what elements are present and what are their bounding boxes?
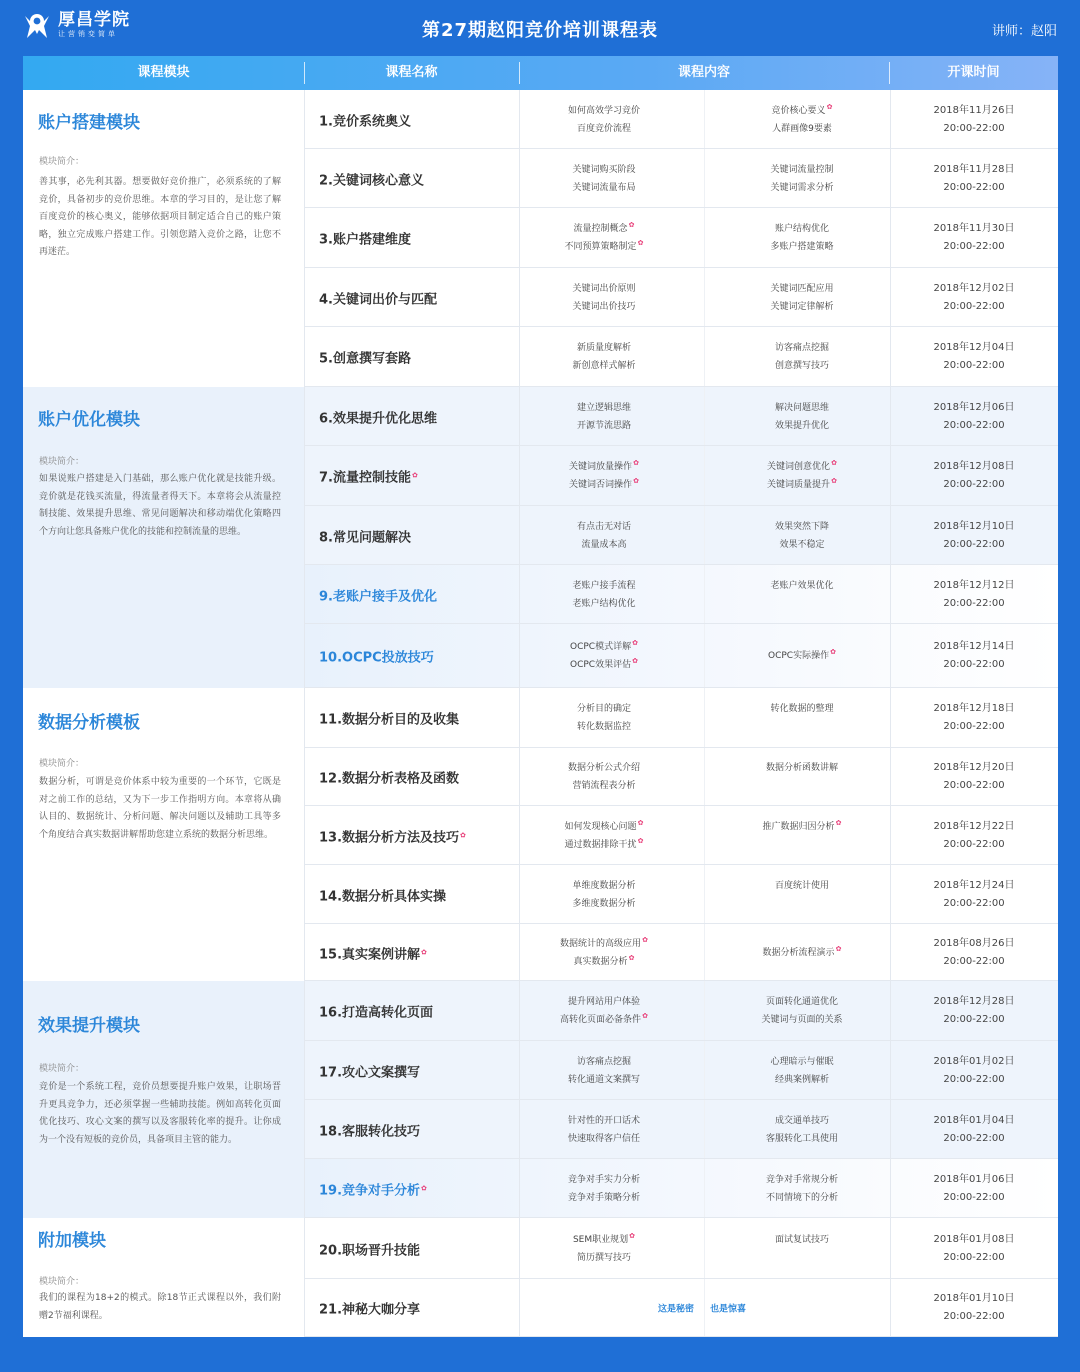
table-row [304, 1041, 1058, 1100]
module-title: 账户搭建模块 [38, 113, 140, 133]
module-intro-label: 模块简介： [39, 457, 85, 467]
header-module: 课程模块 [137, 65, 190, 80]
course-name: 14.数据分析具体实操 [319, 889, 447, 904]
course-content-right: 成交通单技巧 客服转化工具使用 [765, 1115, 838, 1144]
module-cell [23, 688, 304, 981]
header-start-time: 开课时间 [947, 65, 1000, 80]
course-content-left: 竞争对手实力分析 竞争对手策略分析 [567, 1174, 640, 1203]
star-icon: ✿ [830, 648, 836, 656]
course-content-left: 关键词放量操作✿ 关键词否词操作✿ [569, 459, 639, 490]
course-content-right: 关键词流量控制 关键词需求分析 [770, 164, 834, 193]
course-time: 2018年12月20日 20:00-22:00 [933, 762, 1015, 791]
course-time: 2018年12月18日 20:00-22:00 [933, 703, 1015, 732]
course-name: 11.数据分析目的及收集 [319, 712, 460, 728]
table-row [304, 268, 1058, 327]
course-content-right: 页面转化通道优化 关键词与页面的关系 [761, 997, 843, 1025]
course-time: 2018年01月06日 20:00-22:00 [933, 1173, 1015, 1203]
table-row [304, 1279, 1058, 1337]
table-row [304, 1159, 1058, 1218]
course-content-left: 关键词出价原则 关键词出价技巧 [572, 283, 636, 312]
course-time: 2018年11月30日 20:00-22:00 [933, 223, 1015, 252]
table-row [304, 446, 1058, 506]
table-row [304, 387, 1058, 446]
course-content-left: 分析目的确定 转化数据监控 [576, 704, 631, 732]
course-name: 17.攻心文案撰写 [319, 1065, 421, 1080]
course-name: 5.创意撰写套路 [319, 351, 411, 367]
course-time: 2018年12月28日 20:00-22:00 [933, 996, 1015, 1025]
module-description: 如果说账户搭建是入门基础，那么账户优化就是技能升级。竞价就是花钱买流量，得流量者得天下。本章将会从流量控制技能、效果提升思维、常见问题解决和移动端优化策略四个方向让您具备账户优化的技能和控制流量的思维。 [39, 474, 281, 537]
module-description: 善其事，必先利其器。想要做好竞价推广，必须系统的了解竞价，具备初步的竞价思维。本章的学习目的，是让您了解百度竞价的核心奥义，能够依据项目制定适合自己的账户策略，独立完成账户搭建工作。引领您踏入竞价之路，让您不再迷茫。 [39, 177, 281, 258]
course-content-left: 访客痛点挖掘 转化通道文案撰写 [567, 1056, 640, 1085]
course-time: 2018年12月14日 20:00-22:00 [933, 641, 1015, 670]
star-icon: ✿ [826, 102, 833, 111]
table-row [304, 981, 1058, 1041]
star-icon: ✿ [835, 944, 842, 953]
course-time: 2018年12月08日 20:00-22:00 [933, 461, 1015, 490]
course-content-right: 解决问题思维 效果提升优化 [774, 402, 829, 431]
star-icon: ✿ [637, 239, 644, 247]
course-time: 2018年11月26日 20:00-22:00 [933, 104, 1015, 134]
star-icon: ✿ [632, 657, 638, 665]
star-icon: ✿ [642, 935, 648, 944]
star-icon: ✿ [628, 221, 635, 229]
course-time: 2018年12月22日 20:00-22:00 [933, 820, 1015, 850]
course-content-right: 访客痛点挖掘 创意撰写技巧 [774, 343, 829, 371]
course-content-left: 单维度数据分析 多维度数据分析 [572, 880, 636, 909]
course-time: 2018年12月10日 20:00-22:00 [933, 520, 1015, 550]
module-title: 效果提升模块 [38, 1016, 140, 1036]
course-time: 2018年01月02日 20:00-22:00 [933, 1055, 1015, 1085]
course-content-left: OCPC模式详解✿ OCPC效果评估✿ [570, 639, 638, 670]
module-intro-label: 模块简介： [39, 157, 85, 167]
course-content-right: 账户结构优化 多账户搭建策略 [770, 224, 834, 252]
star-icon: ✿ [632, 639, 638, 647]
course-name: 19.竞争对手分析✿ [319, 1183, 427, 1198]
top-bar [0, 0, 1080, 56]
course-content-left: 新质量度解析 新创意样式解析 [572, 343, 636, 371]
table-row [304, 90, 1058, 149]
course-time: 2018年12月24日 20:00-22:00 [933, 879, 1015, 909]
course-content-right: 面试复试技巧 [774, 1234, 829, 1245]
star-icon: ✿ [642, 1012, 648, 1020]
course-name: 18.客服转化技巧 [319, 1124, 421, 1139]
logo-slogan: 让营销变简单 [58, 30, 118, 38]
course-content-left: 关键词购买阶段 关键词流量布局 [572, 164, 636, 193]
star-icon: ✿ [831, 477, 837, 485]
star-icon: ✿ [411, 471, 418, 480]
course-name: 20.职场晋升技能 [319, 1243, 421, 1258]
star-icon: ✿ [629, 1231, 636, 1240]
star-icon: ✿ [633, 477, 639, 485]
star-icon: ✿ [637, 818, 644, 827]
course-content-left: 数据统计的高级应用✿ 真实数据分析✿ [560, 935, 648, 967]
star-icon: ✿ [460, 831, 466, 839]
course-content-left: 如何发现核心问题✿ 通过数据排除干扰✿ [564, 818, 644, 850]
course-time: 2018年12月02日 20:00-22:00 [933, 282, 1015, 312]
course-name: 8.常见问题解决 [319, 530, 411, 545]
course-name: 4.关键词出价与匹配 [319, 292, 437, 307]
course-content-right: 竞价核心要义✿ 人群画像9要素 [771, 102, 833, 134]
course-time: 2018年12月06日 20:00-22:00 [933, 401, 1015, 431]
course-content-right: 推广数据归因分析✿ [762, 818, 842, 832]
course-content-left: 数据分析公式介绍 营销流程表分析 [567, 763, 640, 791]
course-name: 6.效果提升优化思维 [319, 411, 437, 426]
module-intro-label: 模块简介： [39, 759, 85, 769]
module-cell [23, 1218, 304, 1337]
table-row [304, 748, 1058, 806]
table-row [304, 565, 1058, 624]
course-content-left: 建立逻辑思维 开源节流思路 [576, 402, 631, 431]
course-name: 13.数据分析方法及技巧✿ [319, 830, 466, 845]
header-course-name: 课程名称 [385, 65, 438, 80]
schedule-table [23, 56, 1058, 1337]
course-name: 16.打造高转化页面 [319, 1005, 434, 1021]
table-row [304, 688, 1058, 748]
header-course-content: 课程内容 [677, 65, 730, 80]
star-icon: ✿ [633, 459, 639, 467]
table-row [304, 1100, 1058, 1159]
course-time: 2018年08月26日 20:00-22:00 [933, 937, 1015, 967]
course-content-right: 老账户效果优化 [770, 580, 834, 591]
table-header [23, 56, 1058, 90]
logo-name: 厚昌学院 [58, 10, 130, 30]
course-time: 2018年11月28日 20:00-22:00 [933, 163, 1015, 193]
star-icon: ✿ [628, 953, 635, 962]
course-name: 21.神秘大咖分享 [319, 1302, 421, 1318]
course-content-right: 关键词创意优化✿ 关键词质量提升✿ [767, 459, 837, 490]
course-content-right: 心理暗示与催眠 经典案例解析 [770, 1056, 834, 1085]
course-content-right: 效果突然下降 效果不稳定 [774, 521, 829, 550]
course-content-right: 竞争对手常规分析 不同情境下的分析 [765, 1174, 838, 1203]
module-description: 竞价是一个系统工程，竞价员想要提升账户效果，让职场晋升更具竞争力，还必须掌握一些辅助技能。例如高转化页面优化技巧、攻心文案的撰写以及客服转化率的提升。让你成为一个没有短板的竞价员，具备项目主管的能力。 [39, 1082, 281, 1145]
module-intro-label: 模块简介： [39, 1277, 85, 1287]
course-content-left: 老账户接手流程 老账户结构优化 [572, 580, 636, 609]
table-row [304, 624, 1058, 688]
star-icon: ✿ [835, 818, 842, 827]
star-icon: ✿ [637, 836, 644, 845]
course-name: 3.账户搭建维度 [319, 232, 411, 248]
course-name: 1.竞价系统奥义 [319, 114, 411, 129]
course-name: 12.数据分析表格及函数 [319, 771, 460, 787]
secret-content: 这是秘密 也是惊喜 [657, 1304, 747, 1315]
star-icon: ✿ [421, 1184, 427, 1192]
course-content-left: SEM职业规划✿ 简历撰写技巧 [572, 1231, 636, 1263]
star-icon: ✿ [831, 459, 837, 467]
course-content-left: 有点击无对话 流量成本高 [576, 521, 631, 550]
course-content-left: 针对性的开口话术 快速取得客户信任 [567, 1115, 640, 1144]
module-cell [23, 981, 304, 1218]
course-time: 2018年01月10日 20:00-22:00 [933, 1293, 1015, 1322]
table-row [304, 865, 1058, 924]
star-icon: ✿ [421, 948, 427, 956]
course-content-left: 如何高效学习竞价 百度竞价流程 [567, 105, 640, 134]
module-intro-label: 模块简介： [39, 1064, 85, 1074]
course-time: 2018年01月04日 20:00-22:00 [933, 1114, 1015, 1144]
course-name: 7.流量控制技能✿ [319, 470, 418, 486]
course-content-right: 数据分析流程演示✿ [762, 944, 842, 958]
module-title: 账户优化模块 [38, 410, 140, 430]
module-title: 数据分析模板 [38, 713, 140, 733]
module-title: 附加模块 [38, 1231, 106, 1251]
module-description: 我们的课程为18+2的模式。除18节正式课程以外，我们附赠2节福利课程。 [39, 1293, 281, 1321]
course-content-right: OCPC实际操作✿ [768, 648, 836, 661]
table-row [304, 149, 1058, 208]
course-time: 2018年12月04日 20:00-22:00 [933, 342, 1015, 371]
course-content-right: 关键词匹配应用 关键词定律解析 [770, 283, 834, 312]
module-cell [23, 387, 304, 688]
course-name: 2.关键词核心意义 [319, 173, 424, 188]
lecturer-label: 讲师：赵阳 [991, 24, 1057, 39]
course-name: 10.OCPC投放技巧 [319, 650, 434, 666]
course-time: 2018年01月08日 20:00-22:00 [933, 1233, 1015, 1263]
module-description: 数据分析，可谓是竞价体系中较为重要的一个环节，它既是对之前工作的总结，又为下一步工作指明方向。本章将从确认目的、数据统计、分析问题、解决问题以及辅助工具等多个角度结合真实数据讲解帮助您建立系统的数据分析思维。 [39, 777, 281, 840]
page-title: 第27期赵阳竞价培训课程表 [421, 20, 659, 41]
table-row [304, 327, 1058, 387]
course-name: 15.真实案例讲解✿ [319, 947, 427, 962]
course-content-right: 百度统计使用 [774, 880, 829, 891]
table-row [304, 806, 1058, 865]
table-row [304, 208, 1058, 268]
course-content-right: 数据分析函数讲解 [765, 763, 838, 773]
course-content-left: 流量控制概念✿ 不同预算策略制定✿ [564, 221, 644, 252]
course-content-right: 转化数据的整理 [770, 704, 834, 714]
table-row [304, 1218, 1058, 1279]
course-name: 9.老账户接手及优化 [319, 589, 437, 604]
course-time: 2018年12月12日 20:00-22:00 [933, 579, 1015, 609]
table-row [304, 506, 1058, 565]
course-content-left: 提升网站用户体验 高转化页面必备条件✿ [560, 997, 648, 1025]
module-cell [23, 90, 304, 387]
table-row [304, 924, 1058, 981]
